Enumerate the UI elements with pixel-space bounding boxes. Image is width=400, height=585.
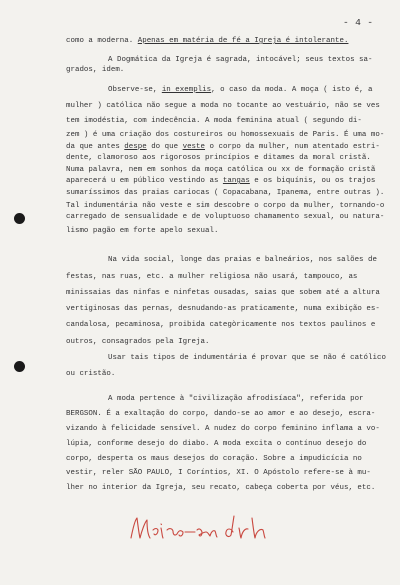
underlined-text: Apenas em matéria de fé a Igreja é intolerante. [137, 37, 349, 45]
text-segment: BERGSON. É a exaltação do corpo, dando-se ao amor e ao desejo, escra- [66, 410, 376, 418]
text-line [66, 213, 384, 222]
text-segment: lher no interior da Igreja, seu recato, cabeça coberta por véus, etc. [66, 484, 376, 492]
underlined-text: tangas [222, 177, 250, 185]
text-segment: do que [146, 143, 183, 151]
text-line [66, 455, 362, 464]
text-segment: Tal indumentária não veste e sim descobre o corpo da mulher, tornando-o [66, 202, 385, 210]
page-number: - 4 - [343, 17, 374, 28]
text-segment: vestir, reler SÃO PAULO, I Coríntios, XI. O Apóstolo refere-se à mu- [66, 469, 371, 477]
punch-hole [14, 213, 25, 224]
text-segment: vertiginosas das pernas, desnudando-as praticamente, numa exibição es- [66, 305, 380, 313]
text-line [66, 66, 124, 75]
text-line [108, 86, 373, 95]
text-segment: festas, nas ruas, etc. a mulher religiosa não usará, tampouco, as [66, 273, 358, 281]
text-segment: grados, idem. [66, 66, 125, 74]
text-segment: da que antes [66, 143, 125, 151]
text-segment: Na vida social, longe das praias e balneários, nos salões de [108, 256, 377, 264]
text-line [66, 143, 380, 152]
text-segment: zem ) é uma criação dos costureiros ou homossexuais de Paris. É uma mo- [66, 131, 385, 139]
text-line [66, 227, 218, 236]
text-segment: A Dogmática da Igreja é sagrada, intocável; seus textos sa- [108, 56, 373, 64]
text-segment: corpo, desperta os maus desejos do coração. Sobre a impudicícia no [66, 455, 362, 463]
text-line [108, 395, 364, 404]
text-line [66, 410, 375, 419]
text-segment: o corpo da mulher, num atentado estri- [205, 143, 380, 151]
text-segment: outros, consagrados pela Igreja. [66, 338, 210, 346]
text-segment: e os biquínis, ou os trajos [249, 177, 376, 185]
underlined-text: in exemplis [161, 86, 212, 94]
text-segment: candalosa, pecaminosa, proibida categòricamente nos textos paulinos e [66, 321, 376, 329]
text-line [66, 154, 371, 163]
text-segment: Usar tais tipos de indumentária é provar que se não é católico [108, 354, 386, 362]
text-segment: tem imodéstia, com indecência. A moda feminina atual ( segundo di- [66, 117, 362, 125]
underlined-text: veste [182, 143, 206, 151]
text-line [66, 273, 357, 282]
text-line [108, 354, 386, 363]
text-segment: A moda pertence à "civilização afrodisíaca", referida por [108, 395, 364, 403]
text-line [66, 117, 362, 126]
text-line [66, 469, 371, 478]
text-segment: vizando à felicidade sensível. A nudez do corpo feminino inflama a vo- [66, 425, 380, 433]
text-line [66, 189, 384, 198]
text-segment: como a moderna. [66, 37, 138, 45]
handwritten-signature [125, 508, 285, 548]
text-line [66, 321, 375, 330]
text-segment: sumaríssimos das praias cariocas ( Copacabana, Ipanema, entre outras ). [66, 189, 385, 197]
text-segment: lismo pagão em forte apelo sexual. [66, 227, 219, 235]
text-segment: mulher ) católica não segue a moda no tocante ao vestuário, não se ves [66, 102, 380, 110]
text-segment: carregado de sensualidade e de voluptuoso chamamento sexual, ou natura- [66, 213, 385, 221]
text-segment: Observe-se, [108, 86, 162, 94]
text-segment: Numa palavra, nem em sonhos da moça católica ou xx de formação cristã [66, 166, 376, 174]
text-line [66, 102, 380, 111]
text-segment: ou cristão. [66, 370, 116, 378]
text-line [66, 202, 384, 211]
text-line [66, 370, 115, 379]
underlined-text: despe [124, 143, 147, 151]
text-segment: minissaias das ninfas e ninfetas ousadas, saias que sobem até a altura [66, 289, 380, 297]
text-segment: dente, clamoroso aos rigorosos princípios e ditames da moral cristã. [66, 154, 371, 162]
text-line [66, 131, 384, 140]
punch-hole [14, 361, 25, 372]
text-line [108, 56, 373, 65]
text-segment: aparecerá u em público vestindo as [66, 177, 223, 185]
text-line [66, 289, 380, 298]
text-line [66, 37, 348, 46]
text-line [108, 256, 377, 265]
text-line [66, 305, 380, 314]
text-line [66, 425, 380, 434]
text-line [66, 177, 375, 186]
text-line [66, 166, 375, 175]
text-line [66, 338, 209, 347]
text-segment: lúpia, conforme desejo do diabo. A moda excita o contínuo desejo do [66, 440, 367, 448]
text-line [66, 440, 366, 449]
text-line [66, 484, 375, 493]
text-segment: , o caso da moda. A moça ( isto é, a [211, 86, 373, 94]
